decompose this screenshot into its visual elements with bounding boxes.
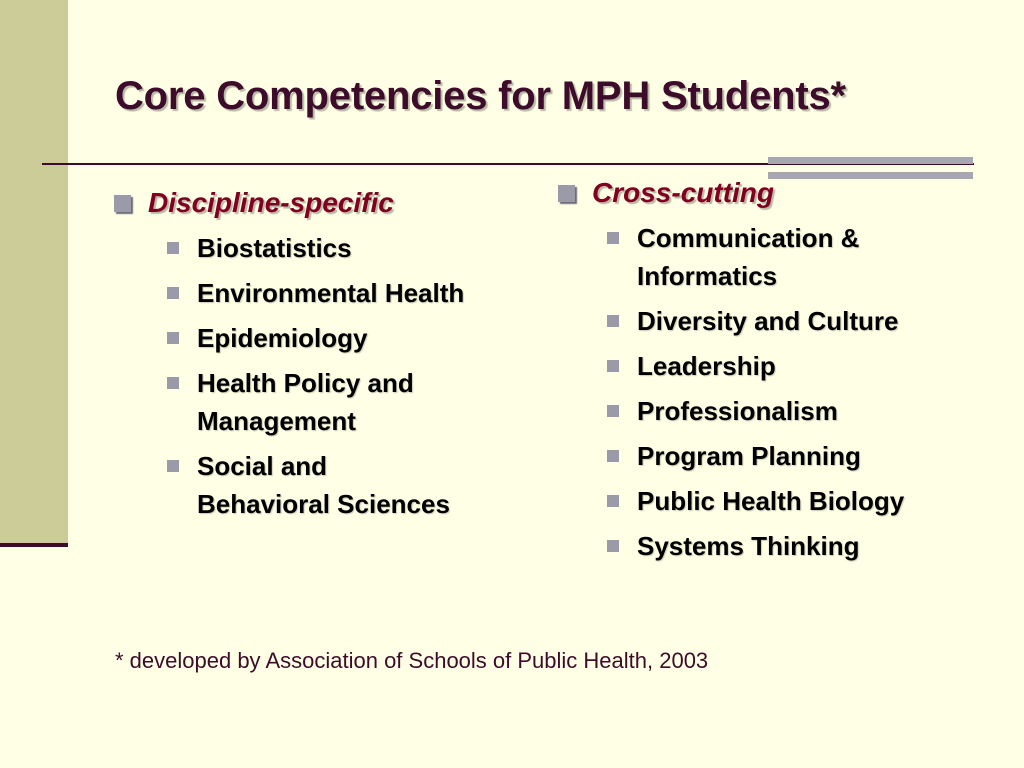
list-item-text: Leadership — [637, 351, 776, 381]
square-bullet-icon — [167, 332, 179, 344]
square-bullet-icon — [607, 540, 619, 552]
list-item-text: Professionalism — [637, 396, 838, 426]
discipline-specific-column — [114, 187, 534, 530]
square-bullet-icon — [607, 360, 619, 372]
square-bullet-icon — [607, 232, 619, 244]
list-item-text: Biostatistics — [197, 233, 352, 263]
square-bullet-icon — [167, 377, 179, 389]
cross-cutting-heading — [558, 177, 978, 209]
cross-cutting-column — [558, 177, 978, 572]
list-item-text: Epidemiology — [197, 323, 368, 353]
list-item — [607, 482, 978, 520]
list-item — [167, 364, 534, 440]
list-item — [607, 302, 978, 340]
list-item-text: Environmental Health — [197, 278, 465, 308]
square-bullet-icon — [607, 450, 619, 462]
list-item — [167, 229, 534, 267]
list-item-text: Public Health Biology — [637, 486, 905, 516]
side-decorative-band — [0, 0, 68, 545]
list-item-text: Health Policy and Management — [197, 368, 414, 436]
decorative-gray-bar-top — [768, 157, 973, 164]
discipline-specific-heading — [114, 187, 534, 219]
square-bullet-icon — [607, 315, 619, 327]
list-item-text: Systems Thinking — [637, 531, 860, 561]
heading-label: Discipline-specific — [148, 187, 394, 218]
discipline-list — [167, 229, 534, 523]
list-item — [167, 274, 534, 312]
square-bullet-icon — [167, 460, 179, 472]
slide-title: Core Competencies for MPH Students* — [115, 74, 846, 118]
list-item-text: Diversity and Culture — [637, 306, 899, 336]
list-item — [167, 319, 534, 357]
footnote: * developed by Association of Schools of Public Health, 2003 — [115, 648, 709, 673]
list-item-text: Program Planning — [637, 441, 861, 471]
square-bullet-icon — [167, 242, 179, 254]
square-bullet-icon — [114, 195, 131, 212]
list-item-text: Communication & Informatics — [637, 223, 860, 291]
list-item — [607, 392, 978, 430]
list-item — [167, 447, 534, 523]
list-item — [607, 347, 978, 385]
list-item — [607, 219, 978, 295]
square-bullet-icon — [167, 287, 179, 299]
square-bullet-icon — [558, 185, 575, 202]
list-item — [607, 437, 978, 475]
list-item-text: Social and Behavioral Sciences — [197, 451, 450, 519]
square-bullet-icon — [607, 495, 619, 507]
side-accent-line — [0, 543, 68, 547]
list-item — [607, 527, 978, 565]
square-bullet-icon — [607, 405, 619, 417]
heading-label: Cross-cutting — [592, 177, 774, 208]
cross-cutting-list — [607, 219, 978, 565]
